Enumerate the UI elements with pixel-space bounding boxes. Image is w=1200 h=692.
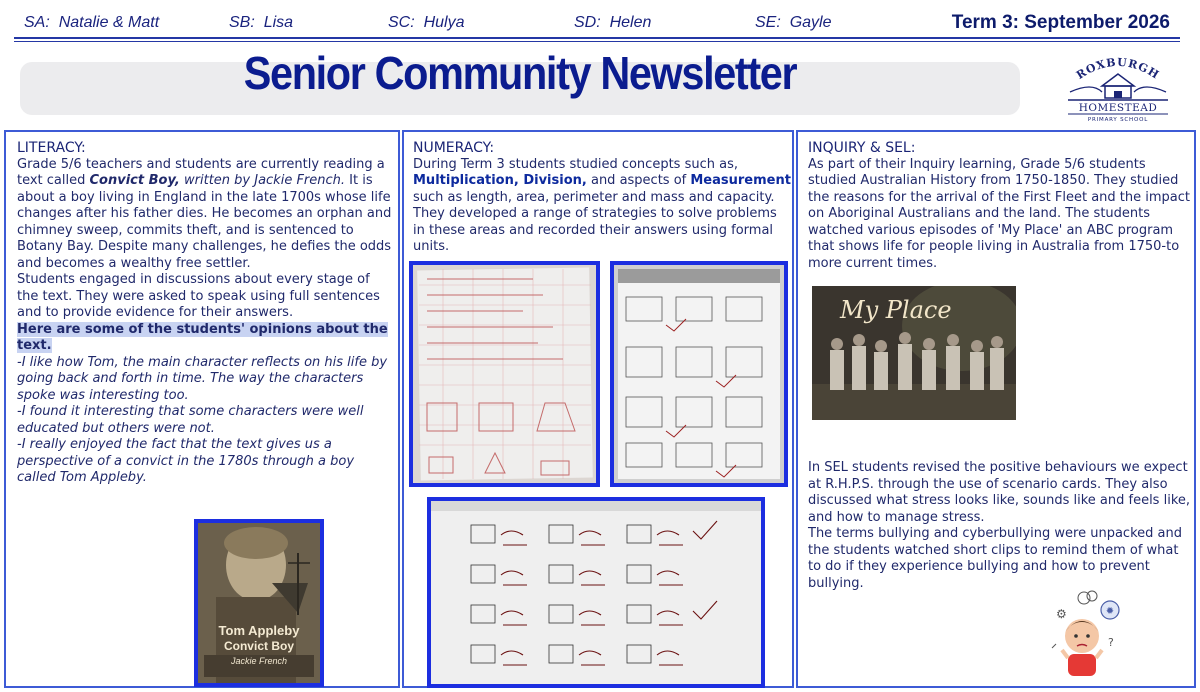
svg-text:HOMESTEAD: HOMESTEAD — [1078, 102, 1158, 114]
my-place-photo — [812, 286, 1016, 420]
student-quote: -I found it interesting that some characters were well educated but others were not. — [17, 404, 364, 436]
staff-sb: SB: Lisa — [229, 14, 294, 31]
header-rule — [14, 37, 1180, 39]
worksheet-area-icon — [614, 265, 784, 483]
literacy-heading: LITERACY: — [17, 140, 86, 156]
student-quote: -I like how Tom, the main character reflects on his life by going back and forth in time. The way the characters spoke was interesting too. — [17, 354, 388, 403]
cover-author: Jackie French — [230, 656, 288, 666]
svg-text:ROXBURGH: ROXBURGH — [1074, 55, 1162, 82]
svg-text:PRIMARY SCHOOL: PRIMARY SCHOOL — [1087, 117, 1149, 123]
page-title: Senior Community Newsletter — [243, 47, 797, 99]
worksheet-shapes-icon — [431, 501, 761, 684]
svg-text:⚙: ⚙ — [1056, 607, 1067, 621]
numeracy-heading: NUMERACY: — [413, 140, 495, 156]
worksheet-perimeter-icon — [413, 265, 596, 483]
staff-sc: SC: Hulya — [388, 14, 465, 31]
worksheet-photo-perimeter — [409, 261, 600, 487]
numeracy-text: NUMERACY: During Term 3 students studied concepts such as, Multiplication, Division, and aspects of Measurement such as length, area, perimeter and mass and capacity. They developed a range of strategies to solve problems in these areas and recorded their answers using formal units. — [413, 140, 791, 254]
term-date: Term 3: September 2026 — [951, 12, 1170, 33]
opinions-highlight: Here are some of the students' opinions about the text. — [17, 321, 388, 353]
cover-subtitle: Convict Boy — [223, 639, 294, 653]
literacy-discussion: Students engaged in discussions about every stage of the text. They were asked to speak using full sentences and to provide evidence for their answers. — [17, 272, 380, 320]
literacy-text: LITERACY: Grade 5/6 teachers and students are currently reading a text called Convict Boy, written by Jackie French. It is about a boy living in England in the late 1700s whose life changes after his father dies. He becomes an orphan and chimney sweep, commits theft, and is sentenced to Botany Bay. Despite many challenges, he defies the odds and becomes a wealthy free settler. Students engaged in discussions about every stage of the text. They were asked to speak using full sentences and to provide evidence for their answers. Here are some of the students' opinions about the text. -I like how Tom, the main character reflects on his life by going back and forth in time. The way the characters spoke was interesting too. -I found it interesting that some characters were well educated but others were not. -I really enjoyed the fact that the text gives us a perspective of a convict in the 1780s through a boy called Tom Appleby. — [17, 140, 392, 485]
svg-text:?: ? — [1108, 636, 1114, 649]
inquiry-heading: INQUIRY & SEL: — [808, 140, 916, 156]
staff-sa: SA: Natalie & Matt — [24, 14, 160, 31]
convict-boy-cover — [194, 519, 324, 687]
sel-text: In SEL students revised the positive behaviours we expect at R.H.P.S. through the use of scenario cards. They also discussed what stress looks like, sounds like and feels like, and how to manage stress. The terms bullying and cyberbullying were unpacked and the students watched short clips to remind them of what to do if they experience bullying and how to prevent bullying. — [808, 460, 1191, 591]
student-quote: -I really enjoyed the fact that the text gives us a perspective of a convict in the 1780s through a boy called Tom Appleby. — [17, 437, 355, 485]
staff-se: SE: Gayle — [755, 14, 832, 31]
cover-title: Tom Appleby — [218, 623, 300, 638]
header-rule-thin — [14, 41, 1180, 42]
stressed-child-icon — [1042, 588, 1122, 680]
worksheet-photo-shapes — [427, 497, 765, 688]
worksheet-photo-area-grid — [610, 261, 788, 487]
staff-bar — [0, 0, 1200, 40]
staff-sd: SD: Helen — [574, 14, 652, 31]
inquiry-text: INQUIRY & SEL: As part of their Inquiry learning, Grade 5/6 students studied Australian History from 1750-1850. They studied the reasons for the arrival of the First Fleet and the impact on Aboriginal Australians and the land. The students watched various episodes of 'My Place' an ABC program that shows life for people living in Australia from 1750-to more current times. — [808, 140, 1191, 271]
my-place-title: My Place — [840, 296, 952, 324]
school-logo — [1062, 52, 1174, 124]
svg-text:✹: ✹ — [1105, 606, 1115, 617]
